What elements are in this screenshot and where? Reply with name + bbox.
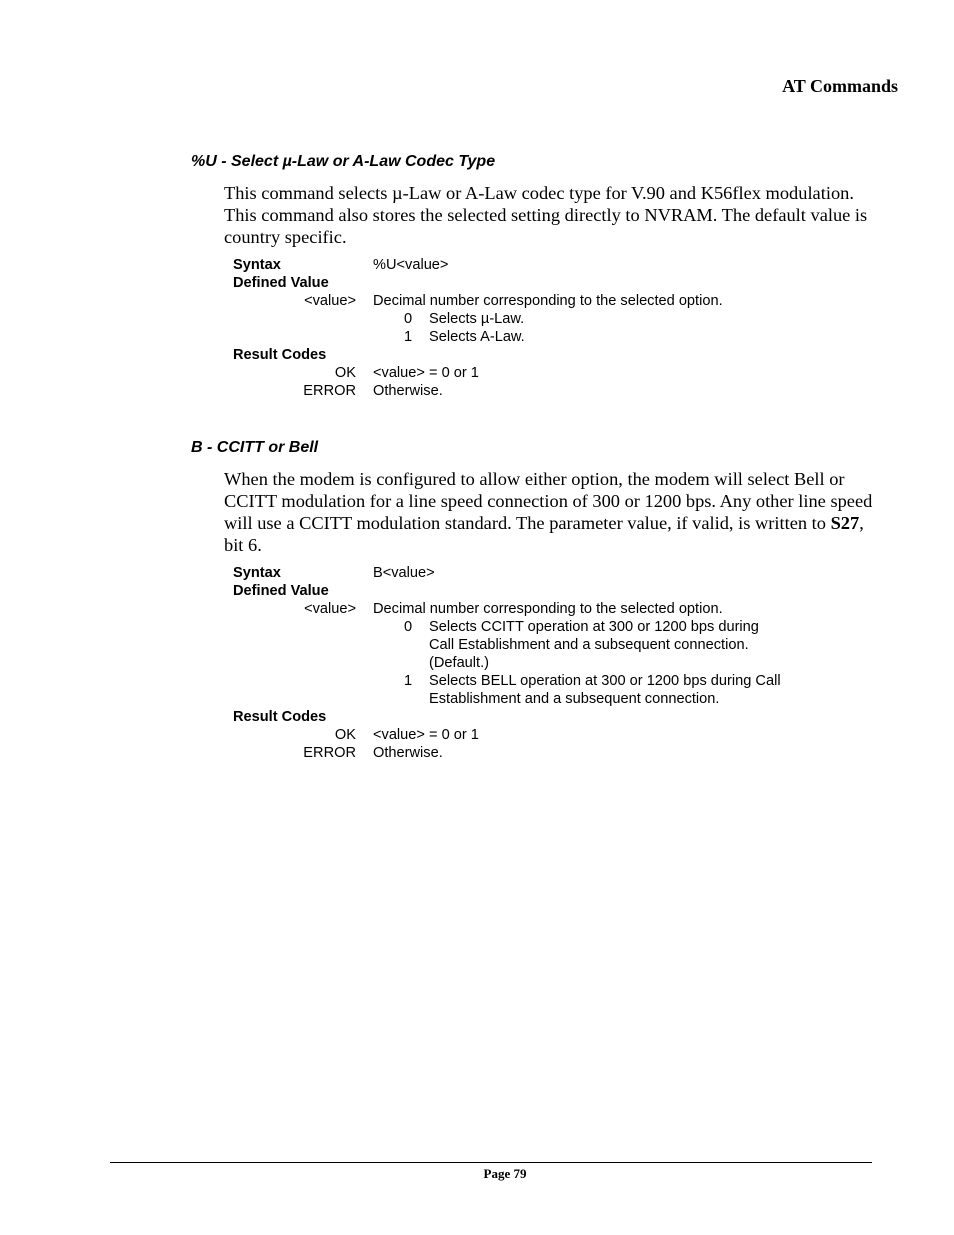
option-row xyxy=(0,672,954,690)
register-reference: S27 xyxy=(830,513,860,533)
body-punctuation: , xyxy=(859,513,864,533)
defined-value-label: Defined Value xyxy=(233,275,329,291)
body-line: country specific. xyxy=(224,227,347,247)
section-heading: %U - Select µ-Law or A-Law Codec Type xyxy=(191,153,496,170)
section-description xyxy=(224,182,894,248)
option-number: 1 xyxy=(404,329,413,345)
option-row xyxy=(0,618,954,636)
param-description: Decimal number corresponding to the selected option. xyxy=(373,293,723,309)
page-header-title: AT Commands xyxy=(782,76,898,96)
section-heading: B - CCITT or Bell xyxy=(191,439,319,456)
syntax-label: Syntax xyxy=(233,257,281,273)
section-description xyxy=(224,468,894,556)
option-text: (Default.) xyxy=(429,655,490,671)
spec-table-b xyxy=(0,564,954,762)
option-number: 0 xyxy=(404,619,413,635)
result-code-row xyxy=(0,364,954,382)
syntax-value: B<value> xyxy=(373,565,435,581)
body-line: This command selects µ-Law or A-Law codec type for V.90 and K56flex modulation. xyxy=(224,183,854,203)
result-code-row xyxy=(0,382,954,400)
option-text: Selects µ-Law. xyxy=(429,311,525,327)
result-code: OK xyxy=(334,727,356,743)
option-row-continued xyxy=(0,654,954,672)
spec-table-percent-u xyxy=(0,256,954,400)
defined-value-label: Defined Value xyxy=(233,583,329,599)
page-number: Page 79 xyxy=(483,1166,527,1181)
option-text: Selects BELL operation at 300 or 1200 bps during Call xyxy=(429,673,781,689)
option-text: Establishment and a subsequent connection. xyxy=(429,691,720,707)
param-description: Decimal number corresponding to the selected option. xyxy=(373,601,723,617)
option-number: 0 xyxy=(404,311,413,327)
param-name: <value> xyxy=(304,601,356,617)
param-name: <value> xyxy=(304,293,356,309)
result-codes-label: Result Codes xyxy=(233,709,327,725)
result-code: OK xyxy=(334,365,356,381)
result-codes-label: Result Codes xyxy=(233,347,327,363)
body-line: bit 6. xyxy=(224,535,262,555)
result-code-description: Otherwise. xyxy=(373,745,443,761)
result-code-description: <value> = 0 or 1 xyxy=(373,365,479,381)
option-row-continued xyxy=(0,636,954,654)
body-line: When the modem is configured to allow either option, the modem will select Bell or xyxy=(224,469,845,489)
option-number: 1 xyxy=(404,673,413,689)
option-row xyxy=(0,328,954,346)
option-row-continued xyxy=(0,690,954,708)
syntax-value: %U<value> xyxy=(373,257,449,273)
result-code: ERROR xyxy=(303,383,356,399)
result-code-row xyxy=(0,744,954,762)
body-line: will use a CCITT modulation standard. The parameter value, if valid, is written to xyxy=(224,513,831,533)
body-line: CCITT modulation for a line speed connection of 300 or 1200 bps. Any other line speed xyxy=(224,491,873,511)
option-text: Selects A-Law. xyxy=(429,329,525,345)
syntax-label: Syntax xyxy=(233,565,281,581)
result-code-description: <value> = 0 or 1 xyxy=(373,727,479,743)
footer-divider xyxy=(110,1162,872,1163)
option-row xyxy=(0,310,954,328)
result-code-row xyxy=(0,726,954,744)
option-text: Selects CCITT operation at 300 or 1200 bps during xyxy=(429,619,759,635)
result-code: ERROR xyxy=(303,745,356,761)
body-line: This command also stores the selected setting directly to NVRAM. The default value is xyxy=(224,205,868,225)
result-code-description: Otherwise. xyxy=(373,383,443,399)
option-text: Call Establishment and a subsequent connection. xyxy=(429,637,749,653)
